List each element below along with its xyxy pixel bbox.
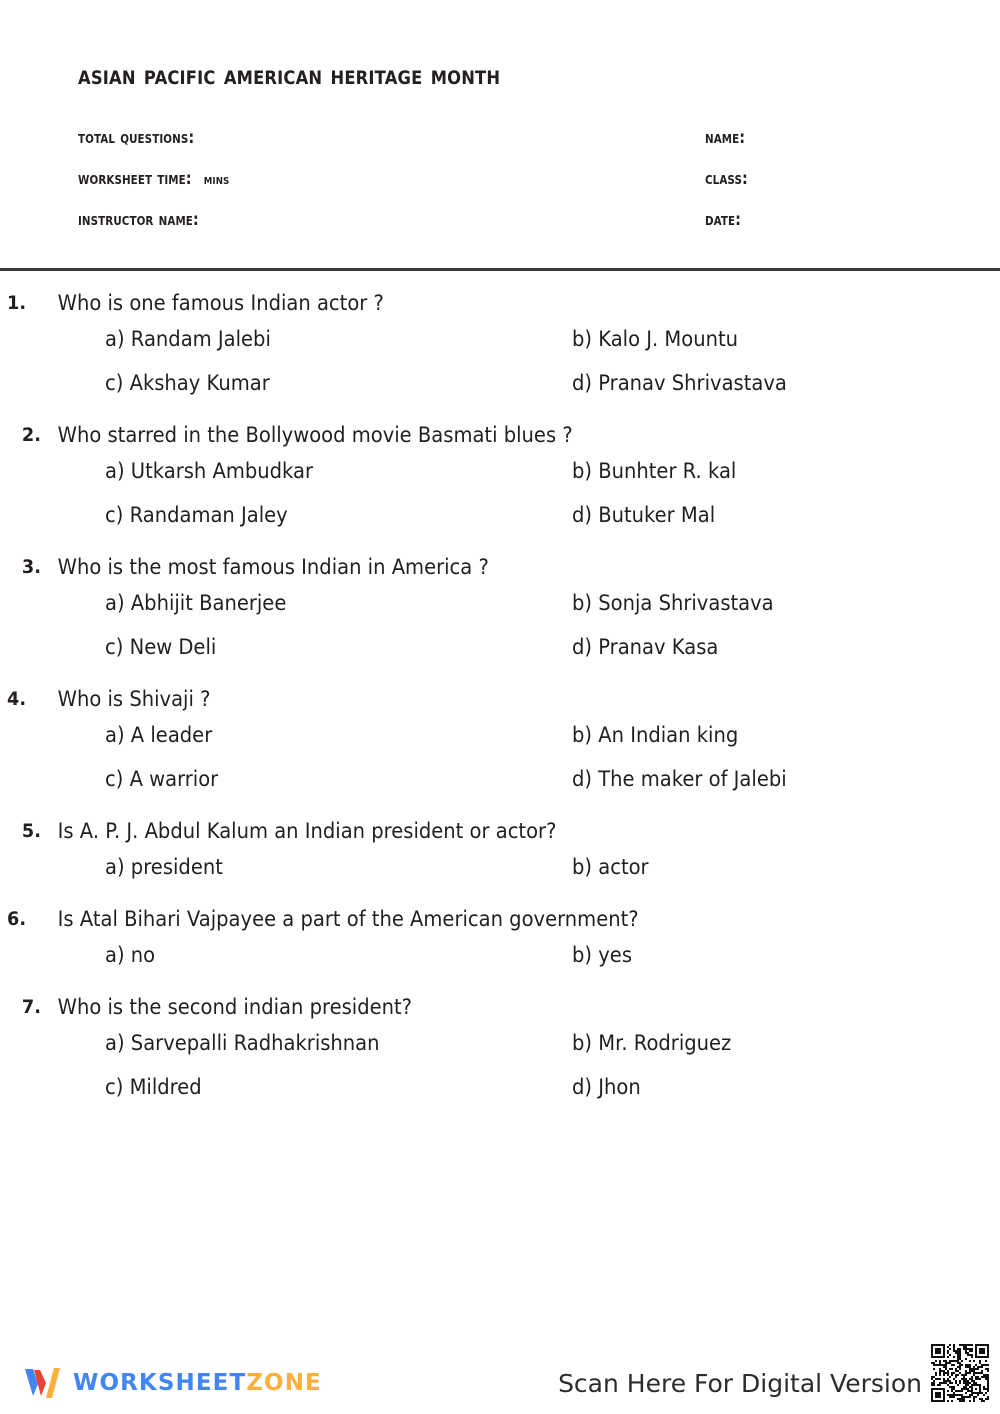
option-key: b) — [572, 1031, 593, 1055]
question-text: Who starred in the Bollywood movie Basmati blues ? — [57, 423, 573, 447]
field-name-label: name: — [705, 128, 746, 148]
option-key: d) — [572, 1075, 593, 1099]
option-key: a) — [105, 943, 125, 967]
question-text: Is A. P. J. Abdul Kalum an Indian president or actor? — [57, 819, 557, 843]
option-c[interactable] — [105, 370, 270, 396]
question-text: Who is Shivaji ? — [57, 687, 211, 711]
option-text: Sarvepalli Radhakrishnan — [130, 1031, 380, 1055]
field-total-questions — [78, 128, 194, 148]
option-b[interactable] — [572, 942, 632, 968]
option-key: a) — [105, 591, 125, 615]
header-fields — [78, 128, 928, 251]
question-line — [0, 420, 930, 450]
option-row — [0, 326, 1000, 370]
option-d[interactable] — [572, 766, 787, 792]
question-line — [0, 992, 930, 1022]
option-text: New Deli — [129, 635, 217, 659]
header-divider — [0, 268, 1000, 271]
field-worksheet-time-label: worksheet time: — [78, 169, 192, 189]
field-class — [705, 169, 748, 189]
question-text: Is Atal Bihari Vajpayee a part of the American government? — [57, 907, 639, 931]
option-text: no — [130, 943, 156, 967]
header-row — [78, 210, 928, 251]
option-key: b) — [572, 591, 593, 615]
option-c[interactable] — [105, 1074, 202, 1100]
option-text: Bunhter R. kal — [598, 459, 737, 483]
option-a[interactable] — [105, 590, 286, 616]
option-key: a) — [105, 723, 125, 747]
question-block — [0, 816, 1000, 898]
option-a[interactable] — [105, 326, 271, 352]
option-text: actor — [598, 855, 649, 879]
option-text: Abhijit Banerjee — [130, 591, 287, 615]
option-a[interactable] — [105, 1030, 380, 1056]
option-group — [0, 326, 1000, 414]
option-d[interactable] — [572, 502, 715, 528]
option-text: Jhon — [598, 1075, 641, 1099]
option-group — [0, 458, 1000, 546]
field-instructor-name-label: instructor name: — [78, 210, 199, 230]
question-block — [0, 288, 1000, 414]
header-row — [78, 169, 928, 210]
option-key: c) — [105, 767, 124, 791]
option-text: The maker of Jalebi — [598, 767, 787, 791]
question-number: 3. — [21, 556, 41, 578]
option-a[interactable] — [105, 458, 313, 484]
option-c[interactable] — [105, 766, 218, 792]
option-d[interactable] — [572, 634, 718, 660]
option-d[interactable] — [572, 1074, 641, 1100]
option-text: president — [130, 855, 223, 879]
option-key: b) — [572, 943, 593, 967]
option-key: a) — [105, 1031, 125, 1055]
option-text: Pranav Shrivastava — [598, 371, 787, 395]
option-row — [0, 634, 1000, 678]
option-key: c) — [105, 1075, 124, 1099]
question-number: 2. — [21, 424, 41, 446]
logo-word-zone: ZONE — [246, 1370, 322, 1396]
option-group — [0, 722, 1000, 810]
option-row — [0, 942, 1000, 986]
option-row — [0, 722, 1000, 766]
option-key: a) — [105, 327, 125, 351]
field-total-questions-label: total questions: — [78, 128, 195, 148]
option-b[interactable] — [572, 458, 736, 484]
option-row — [0, 458, 1000, 502]
option-text: A warrior — [129, 767, 219, 791]
option-text: Mildred — [129, 1075, 202, 1099]
question-block — [0, 904, 1000, 986]
field-instructor-name — [78, 210, 199, 230]
option-row — [0, 1030, 1000, 1074]
question-line — [0, 684, 930, 714]
option-c[interactable] — [105, 634, 216, 660]
option-text: A leader — [130, 723, 213, 747]
question-number: 6. — [7, 908, 27, 930]
option-group — [0, 854, 1000, 898]
option-row — [0, 1074, 1000, 1118]
option-text: Sonja Shrivastava — [598, 591, 774, 615]
worksheet-zone-w-mark-icon — [22, 1364, 64, 1402]
option-d[interactable] — [572, 370, 787, 396]
option-key: c) — [105, 635, 124, 659]
option-row — [0, 854, 1000, 898]
field-class-label: class: — [705, 169, 748, 189]
question-list — [0, 288, 1000, 1124]
option-row — [0, 370, 1000, 414]
option-b[interactable] — [572, 854, 649, 880]
question-line — [0, 904, 930, 934]
qr-code-icon[interactable] — [927, 1340, 993, 1406]
option-key: a) — [105, 459, 125, 483]
option-b[interactable] — [572, 1030, 731, 1056]
option-group — [0, 1030, 1000, 1118]
question-number: 5. — [21, 820, 41, 842]
option-text: Randaman Jaley — [129, 503, 288, 527]
scan-here-text: Scan Here For Digital Version — [558, 1369, 922, 1398]
option-key: c) — [105, 503, 124, 527]
field-worksheet-time — [78, 169, 229, 189]
question-text: Who is the second indian president? — [57, 995, 413, 1019]
option-text: An Indian king — [598, 723, 739, 747]
option-row — [0, 502, 1000, 546]
option-key: b) — [572, 723, 593, 747]
question-number: 4. — [7, 688, 27, 710]
option-key: d) — [572, 767, 593, 791]
field-date — [705, 210, 741, 230]
option-key: d) — [572, 503, 593, 527]
question-block — [0, 684, 1000, 810]
option-key: d) — [572, 371, 593, 395]
page-footer — [0, 1324, 1000, 1414]
option-c[interactable] — [105, 502, 288, 528]
question-block — [0, 420, 1000, 546]
logo-word-worksheet: WORKSHEET — [73, 1370, 247, 1396]
option-a[interactable] — [105, 942, 155, 968]
option-key: c) — [105, 371, 124, 395]
question-number: 7. — [21, 996, 41, 1018]
question-line — [0, 552, 930, 582]
option-b[interactable] — [572, 590, 774, 616]
worksheet-zone-logo-text — [73, 1370, 322, 1396]
option-text: Utkarsh Ambudkar — [130, 459, 314, 483]
option-text: Akshay Kumar — [129, 371, 270, 395]
option-key: d) — [572, 635, 593, 659]
option-a[interactable] — [105, 854, 223, 880]
option-text: Pranav Kasa — [598, 635, 719, 659]
field-worksheet-time-unit: mins — [203, 172, 230, 188]
option-text: Kalo J. Mountu — [598, 327, 739, 351]
question-block — [0, 992, 1000, 1118]
option-row — [0, 766, 1000, 810]
option-group — [0, 942, 1000, 986]
question-line — [0, 816, 930, 846]
worksheet-zone-logo[interactable] — [22, 1364, 322, 1402]
option-row — [0, 590, 1000, 634]
option-text: Butuker Mal — [598, 503, 716, 527]
option-key: b) — [572, 855, 593, 879]
qr-code-graphic — [927, 1340, 993, 1406]
field-date-label: date: — [705, 210, 742, 230]
field-name — [705, 128, 745, 148]
option-b[interactable] — [572, 722, 738, 748]
header-row — [78, 128, 928, 169]
question-line — [0, 288, 930, 318]
question-text: Who is one famous Indian actor ? — [57, 291, 384, 315]
option-text: Mr. Rodriguez — [598, 1031, 732, 1055]
option-key: b) — [572, 327, 593, 351]
question-number: 1. — [7, 292, 27, 314]
option-key: b) — [572, 459, 593, 483]
option-key: a) — [105, 855, 125, 879]
option-group — [0, 590, 1000, 678]
option-text: yes — [598, 943, 632, 967]
question-text: Who is the most famous Indian in America ? — [57, 555, 489, 579]
option-text: Randam Jalebi — [130, 327, 271, 351]
question-block — [0, 552, 1000, 678]
page-title: asian pacific american heritage month — [78, 60, 501, 91]
option-b[interactable] — [572, 326, 738, 352]
option-a[interactable] — [105, 722, 212, 748]
